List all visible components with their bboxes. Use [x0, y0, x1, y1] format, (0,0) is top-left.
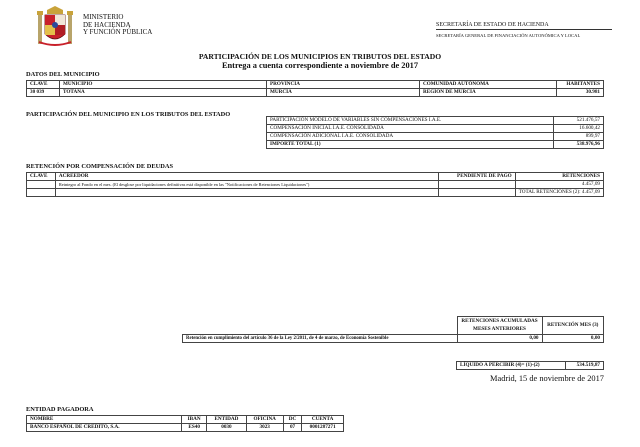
secretariat-subtitle: SECRETARÍA GENERAL DE FINANCIACIÓN AUTONÓMICA Y LOCAL: [436, 33, 581, 38]
table-row: [27, 189, 604, 197]
municipio-comunidad: REGION DE MURCIA: [420, 89, 557, 97]
acumuladas-value: 0,00: [457, 335, 542, 343]
retencion-section-title: RETENCIÓN POR COMPENSACIÓN DE DEUDAS: [26, 163, 173, 170]
table-row: [267, 141, 604, 149]
entidad-oficina: 3023: [246, 424, 283, 432]
header-clave: CLAVE: [27, 173, 56, 181]
participacion-section-title: PARTICIPACIÓN DEL MUNICIPIO EN LOS TRIBUTOS DEL ESTADO: [26, 111, 231, 118]
municipio-provincia: MURCIA: [267, 89, 420, 97]
participacion-row-label: COMPENSACIÓN ADICIONAL I.A.E. CONSOLIDADA: [267, 133, 554, 141]
table-row: [27, 89, 604, 97]
header-nombre: NOMBRE: [27, 416, 182, 424]
participacion-row-label: COMPENSACIÓN INICIAL I.A.E. CONSOLIDADA: [267, 125, 554, 133]
header-retencion-mes: RETENCIÓN MES (3): [542, 317, 604, 335]
table-row: [27, 181, 604, 189]
header-habitantes: HABITANTES: [557, 81, 604, 89]
table-row: [457, 362, 604, 370]
table-header-row: [27, 416, 344, 424]
entidad-nombre: BANCO ESPAÑOL DE CREDITO, S.A.: [27, 424, 182, 432]
participacion-table: [266, 116, 604, 149]
entidad-table: [26, 415, 344, 432]
header-provincia: PROVINCIA: [267, 81, 420, 89]
entidad-cuenta: 0001287271: [302, 424, 344, 432]
table-row: [267, 125, 604, 133]
acumuladas-row-label: Retención en cumplimiento del artículo 36 de la Ley 2/2011, de 4 de marzo, de Economía Sostenible: [183, 335, 458, 343]
retencion-row-text: Reintegro al Fondo en el mes. (El desglose por liquidaciones definitivas está disponible en las "Notificaciones de Retenciones Liquidaciones"): [55, 181, 438, 189]
header-pendiente: PENDIENTE DE PAGO: [439, 173, 516, 181]
liquido-table: [456, 361, 604, 370]
table-header-row: [27, 173, 604, 181]
retencion-total: [515, 189, 603, 197]
header-cuenta: CUENTA: [302, 416, 344, 424]
municipio-habitantes: 30.981: [557, 89, 604, 97]
table-row: [267, 117, 604, 125]
entidad-section-title: ENTIDAD PAGADORA: [26, 406, 94, 413]
table-header-row: [183, 317, 604, 335]
table-row: [267, 133, 604, 141]
table-header-row: [27, 81, 604, 89]
ministry-line2: DE HACIENDA: [83, 20, 131, 29]
header-iban: IBAN: [182, 416, 207, 424]
secretariat-title: SECRETARÍA DE ESTADO DE HACIENDA: [436, 22, 612, 30]
header-comunidad: COMUNIDAD AUTÓNOMA: [420, 81, 557, 89]
liquido-label: LÍQUIDO A PERCIBIR (4)= (1)-(2): [457, 362, 566, 370]
retencion-mes-value: 0,00: [542, 335, 604, 343]
document-title: PARTICIPACIÓN DE LOS MUNICIPIOS EN TRIBUTOS DEL ESTADO: [198, 52, 442, 61]
participacion-total-label: IMPORTE TOTAL (1): [267, 141, 554, 149]
ministry-name: [83, 14, 152, 37]
header-municipio: MUNICIPIO: [60, 81, 267, 89]
header-dc: DC: [283, 416, 301, 424]
liquido-value: 534.519,87: [565, 362, 603, 370]
retencion-total-value: 4.457,09: [581, 189, 600, 195]
participacion-row-label: PARTICIPACIÓN MODELO DE VARIABLES SIN COMPENSACIONES I.A.E.: [267, 117, 554, 125]
municipio-table: [26, 80, 604, 97]
retencion-total-label: TOTAL RETENCIONES (2):: [518, 189, 581, 195]
participacion-row-value: 16.600,42: [554, 125, 604, 133]
entidad-entidad: 0030: [207, 424, 246, 432]
entidad-dc: 07: [283, 424, 301, 432]
table-row: [27, 424, 344, 432]
participacion-row-value: 899,97: [554, 133, 604, 141]
document-subtitle: Entrega a cuenta correspondiente a noviembre de 2017: [221, 60, 419, 70]
secretariat-block: [436, 22, 612, 38]
header-retenciones: RETENCIONES: [515, 173, 603, 181]
header-oficina: OFICINA: [246, 416, 283, 424]
participacion-row-value: 521.476,57: [554, 117, 604, 125]
document-heading: [0, 53, 640, 70]
header-acumuladas: RETENCIONES ACUMULADAS MESES ANTERIORES: [457, 317, 542, 335]
ministry-line3: Y FUNCIÓN PÚBLICA: [83, 28, 153, 37]
municipio-nombre: TOTANA: [60, 89, 267, 97]
fecha: Madrid, 15 de noviembre de 2017: [490, 374, 604, 383]
acumuladas-table: [182, 316, 604, 343]
entidad-iban: ES40: [182, 424, 207, 432]
header-acreedor: ACREEDOR: [55, 173, 438, 181]
table-row: [183, 335, 604, 343]
header-entidad: ENTIDAD: [207, 416, 246, 424]
retencion-row-value: 4.457,09: [515, 181, 603, 189]
municipio-clave: 30 039: [27, 89, 60, 97]
municipio-section-title: DATOS DEL MUNICIPIO: [26, 71, 100, 78]
header-clave: CLAVE: [27, 81, 60, 89]
ministry-line1: MINISTERIO: [83, 13, 124, 21]
retencion-table: [26, 172, 604, 197]
coat-of-arms-logo: [35, 6, 75, 48]
participacion-total-value: 538.976,96: [554, 141, 604, 149]
